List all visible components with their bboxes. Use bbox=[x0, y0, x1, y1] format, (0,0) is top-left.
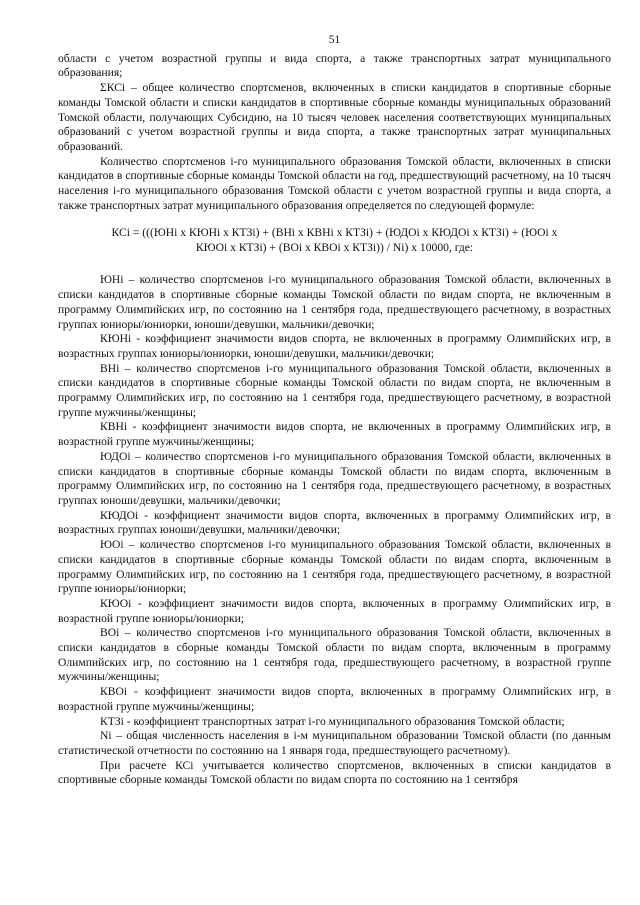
formula-spacer bbox=[58, 265, 611, 273]
definition-ktz: КТЗi - коэффициент транспортных затрат i-го муниципального образования Томской области; bbox=[100, 714, 565, 728]
paragraph-sum-definition: ΣКСi – общее количество спортсменов, включенных в списки кандидатов в спортивные сборные команды Томской области и списки кандидатов в спортивные сборные команды муниципальных образований Томской области, получающих Субсидию, на 10 тысяч человек населения соответствующих муниципальных образований с учетом возрастной группы и вида спорта, а также транспортных затрат муниципальных образований. bbox=[58, 81, 611, 153]
definition-yuo: ЮОi – количество спортсменов i-го муниципального образования Томской области, включенных в списки кандидатов в спортивные сборные команды Томской области по видам спорта, включенным в программу Олимпийских игр, по состоянию на 1 сентября года, предшествующего расчетному, в возрастной группе юниоры/юниорки; bbox=[58, 538, 611, 596]
definition-yun: ЮНi – количество спортсменов i-го муниципального образования Томской области, включенных в списки кандидатов в спортивные сборные команды Томской области по видам спорта, не включенным в программу Олимпийских игр, по состоянию на 1 сентября года, предшествующего расчетному, в возрастных группах юниоры/юниорки, юноши/девушки, мальчики/девочки; bbox=[58, 273, 611, 331]
definition-yudo: ЮДОi – количество спортсменов i-го муниципального образования Томской области, включенных в списки кандидатов в спортивные сборные команды Томской области по видам спорта, включенным в программу Олимпийских игр, по состоянию на 1 сентября года, предшествующего расчетному, в возрастных группах юноши/девушки, мальчики/девочки; bbox=[58, 449, 611, 507]
formula-block bbox=[58, 225, 611, 255]
paragraph-continuation: области с учетом возрастной группы и вида спорта, а также транспортных затрат муниципального образования; bbox=[58, 51, 611, 80]
definition-kyuo: КЮОi - коэффициент значимости видов спорта, включенных в программу Олимпийских игр, в возрастной группе юниоры/юниорки; bbox=[58, 596, 611, 625]
definition-kyudo: КЮДОi - коэффициент значимости видов спорта, включенных в программу Олимпийских игр, в возрастных группах юноши/девушки, мальчики/девочки; bbox=[58, 508, 611, 537]
definition-kvo: КВОi - коэффициент значимости видов спорта, включенных в программу Олимпийских игр, в возрастной группе мужчины/женщины; bbox=[58, 685, 611, 713]
formula-line-1: КСi = (((ЮНi х КЮНi х КТЗi) + (ВНi х КВНi х КТЗi) + (ЮДОi х КЮДОi х КТЗi) + (ЮОi х bbox=[111, 226, 558, 240]
definition-ni: Ni – общая численность населения в i-м муниципальном образовании Томской области (по данным статистической отчетности по состоянию на 1 января года, предшествующего расчетному). bbox=[58, 729, 611, 757]
page-number: 51 bbox=[328, 33, 341, 46]
paragraph-closing: При расчете КСi учитывается количество спортсменов, включенных в списки кандидатов в спортивные сборные команды Томской области по видам спорта по состоянию на 1 сентября bbox=[58, 758, 611, 787]
definition-kvn: КВНi - коэффициент значимости видов спорта, не включенных в программу Олимпийских игр, в возрастной группе мужчины/женщины; bbox=[58, 420, 611, 449]
definition-kyun: КЮНi - коэффициент значимости видов спорта, не включенных в программу Олимпийских игр, в возрастных группах юниоры/юниорки, юноши/девушки, мальчики/девочки; bbox=[58, 332, 611, 360]
paragraph-formula-intro: Количество спортсменов i-го муниципального образования Томской области, включенных в списки кандидатов в спортивные сборные команды Томской области на год, предшествующий расчетному, на 10 тысяч населения i-го муниципального образования Томской области с учетом возрастной группы и вида спорта, а также транспортных затрат муниципального образования определяется по следующей формуле: bbox=[58, 154, 611, 212]
formula-line-2: КЮОi х КТЗi) + (ВОi х КВОi х КТЗi)) / Ni) х 10000, где: bbox=[195, 241, 474, 255]
definition-vn: ВНi – количество спортсменов i-го муниципального образования Томской области, включенных в списки кандидатов в спортивные сборные команды Томской области по видам спорта, не включенным в программу Олимпийских игр, по состоянию на 1 сентября года, предшествующего расчетному, в возрастной группе мужчины/женщины; bbox=[58, 361, 611, 419]
definition-vo: ВОi – количество спортсменов i-го муниципального образования Томской области, включенных в списки кандидатов в сборные команды Томской области по видам спорта, включенным в программу Олимпийских игр, по состоянию на 1 сентября года, предшествующего расчетному, в возрастной группе мужчины/женщины; bbox=[58, 626, 611, 684]
